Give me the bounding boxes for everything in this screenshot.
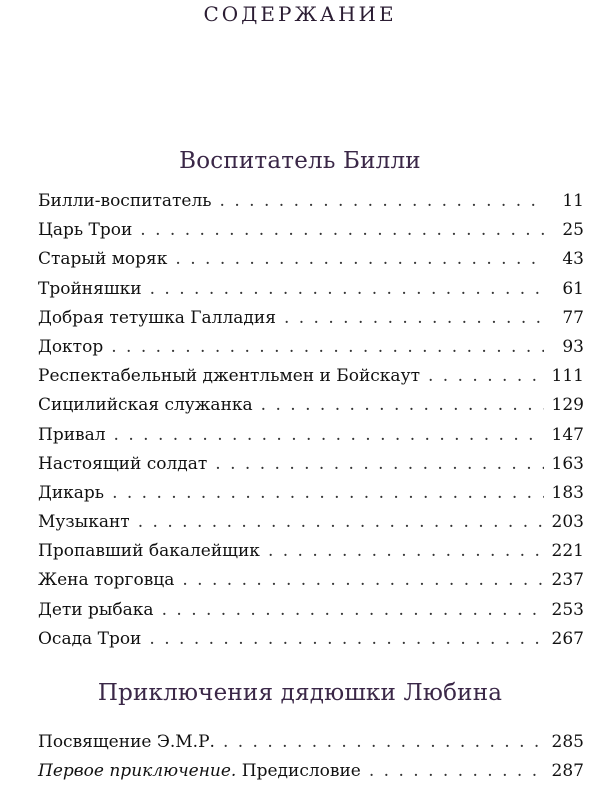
- toc-entry-page: 203: [551, 512, 584, 533]
- toc-entry-page: 147: [551, 424, 584, 445]
- toc-entry-title: Дикарь: [38, 482, 105, 503]
- toc-entry-page: 93: [562, 336, 584, 357]
- toc-entry[interactable]: [38, 734, 584, 763]
- dot-leader: [175, 251, 544, 268]
- toc-entry[interactable]: [38, 336, 584, 368]
- toc-entry-page: 285: [551, 732, 584, 752]
- toc-entry[interactable]: [38, 307, 584, 339]
- toc-entry-page: 43: [562, 249, 584, 270]
- toc-entry[interactable]: [38, 543, 584, 572]
- dot-leader: [149, 631, 543, 648]
- toc-entry-title: Сицилийская служанка: [38, 395, 253, 416]
- dot-leader: [268, 543, 544, 560]
- toc-entry-title: Старый моряк: [38, 249, 168, 270]
- toc-entry-page: 129: [551, 395, 584, 416]
- dot-leader: [284, 310, 544, 327]
- toc-entry[interactable]: [38, 424, 584, 456]
- dot-leader: [261, 397, 544, 414]
- toc-entry-title: Тройняшки: [38, 278, 142, 299]
- toc-entry-title: [38, 763, 361, 780]
- toc-entry-title: Доктор: [38, 336, 104, 357]
- dot-leader: [182, 572, 543, 589]
- section-title-priklyucheniya-dyadushki-lyubina: Приключения дядюшки Любина: [97, 680, 503, 706]
- dot-leader: [215, 456, 543, 473]
- toc-entry-title: Царь Трои: [38, 220, 133, 241]
- toc-entry-page: 183: [551, 482, 584, 503]
- toc-entry-page: 221: [551, 541, 584, 562]
- toc-entry-page: 287: [551, 761, 584, 782]
- toc-list-section-1: [38, 193, 584, 660]
- dot-leader: [112, 485, 543, 502]
- dot-leader: [223, 734, 544, 751]
- toc-entry[interactable]: [38, 572, 584, 601]
- toc-entry[interactable]: [38, 514, 584, 543]
- toc-entry-title: Привал: [38, 424, 106, 445]
- toc-entry-title: Посвящение Э.М.Р.: [38, 732, 215, 752]
- toc-entry-title-italic: Первое приключение.: [38, 761, 237, 782]
- toc-entry-title: Добрая тетушка Галладия: [38, 307, 276, 328]
- toc-entry-title: Осада Трои: [38, 628, 142, 649]
- dot-leader: [369, 763, 544, 780]
- toc-entry-title: Билли-воспитатель: [38, 191, 212, 211]
- toc-entry-page: 237: [551, 570, 584, 591]
- toc-entry[interactable]: [38, 482, 584, 514]
- toc-entry[interactable]: [38, 222, 584, 251]
- dot-leader: [140, 222, 544, 239]
- dot-leader: [220, 193, 544, 210]
- toc-entry-page: 77: [562, 307, 584, 328]
- toc-entry-page: 253: [551, 599, 584, 620]
- toc-entry-title: Респектабельный джентльмен и Бойскаут: [38, 366, 420, 387]
- toc-entry-title: Пропавший бакалейщик: [38, 541, 260, 562]
- toc-entry[interactable]: [38, 193, 584, 222]
- toc-entry-page: 111: [551, 366, 584, 387]
- dot-leader: [111, 339, 544, 356]
- toc-list-section-2: [38, 734, 584, 792]
- toc-entry-page: 267: [551, 628, 584, 649]
- toc-entry-title: Музыкант: [38, 512, 130, 533]
- toc-entry[interactable]: [38, 368, 584, 397]
- toc-entry-page: 61: [562, 278, 584, 299]
- toc-entry-title: Дети рыбака: [38, 599, 154, 620]
- toc-entry[interactable]: [38, 251, 584, 280]
- toc-entry-page: 11: [562, 191, 584, 211]
- toc-entry[interactable]: [38, 278, 584, 310]
- section-title-vospitatel-billi: Воспитатель Билли: [179, 148, 421, 174]
- toc-entry-page: 25: [562, 220, 584, 241]
- toc-entry-title: Жена торговца: [38, 570, 175, 591]
- toc-entry[interactable]: [38, 397, 584, 426]
- dot-leader: [428, 368, 544, 385]
- dot-leader: [114, 427, 544, 444]
- dot-leader: [150, 281, 544, 298]
- toc-entry[interactable]: [38, 453, 584, 485]
- dot-leader: [138, 514, 544, 531]
- toc-entry[interactable]: [38, 599, 584, 631]
- page-title: СОДЕРЖАНИЕ: [203, 2, 397, 26]
- dot-leader: [162, 602, 544, 619]
- toc-entry-title-text: Предисловие: [241, 761, 361, 782]
- toc-entry-page: 163: [551, 453, 584, 474]
- toc-entry-title: Настоящий солдат: [38, 453, 208, 474]
- toc-entry[interactable]: [38, 628, 584, 660]
